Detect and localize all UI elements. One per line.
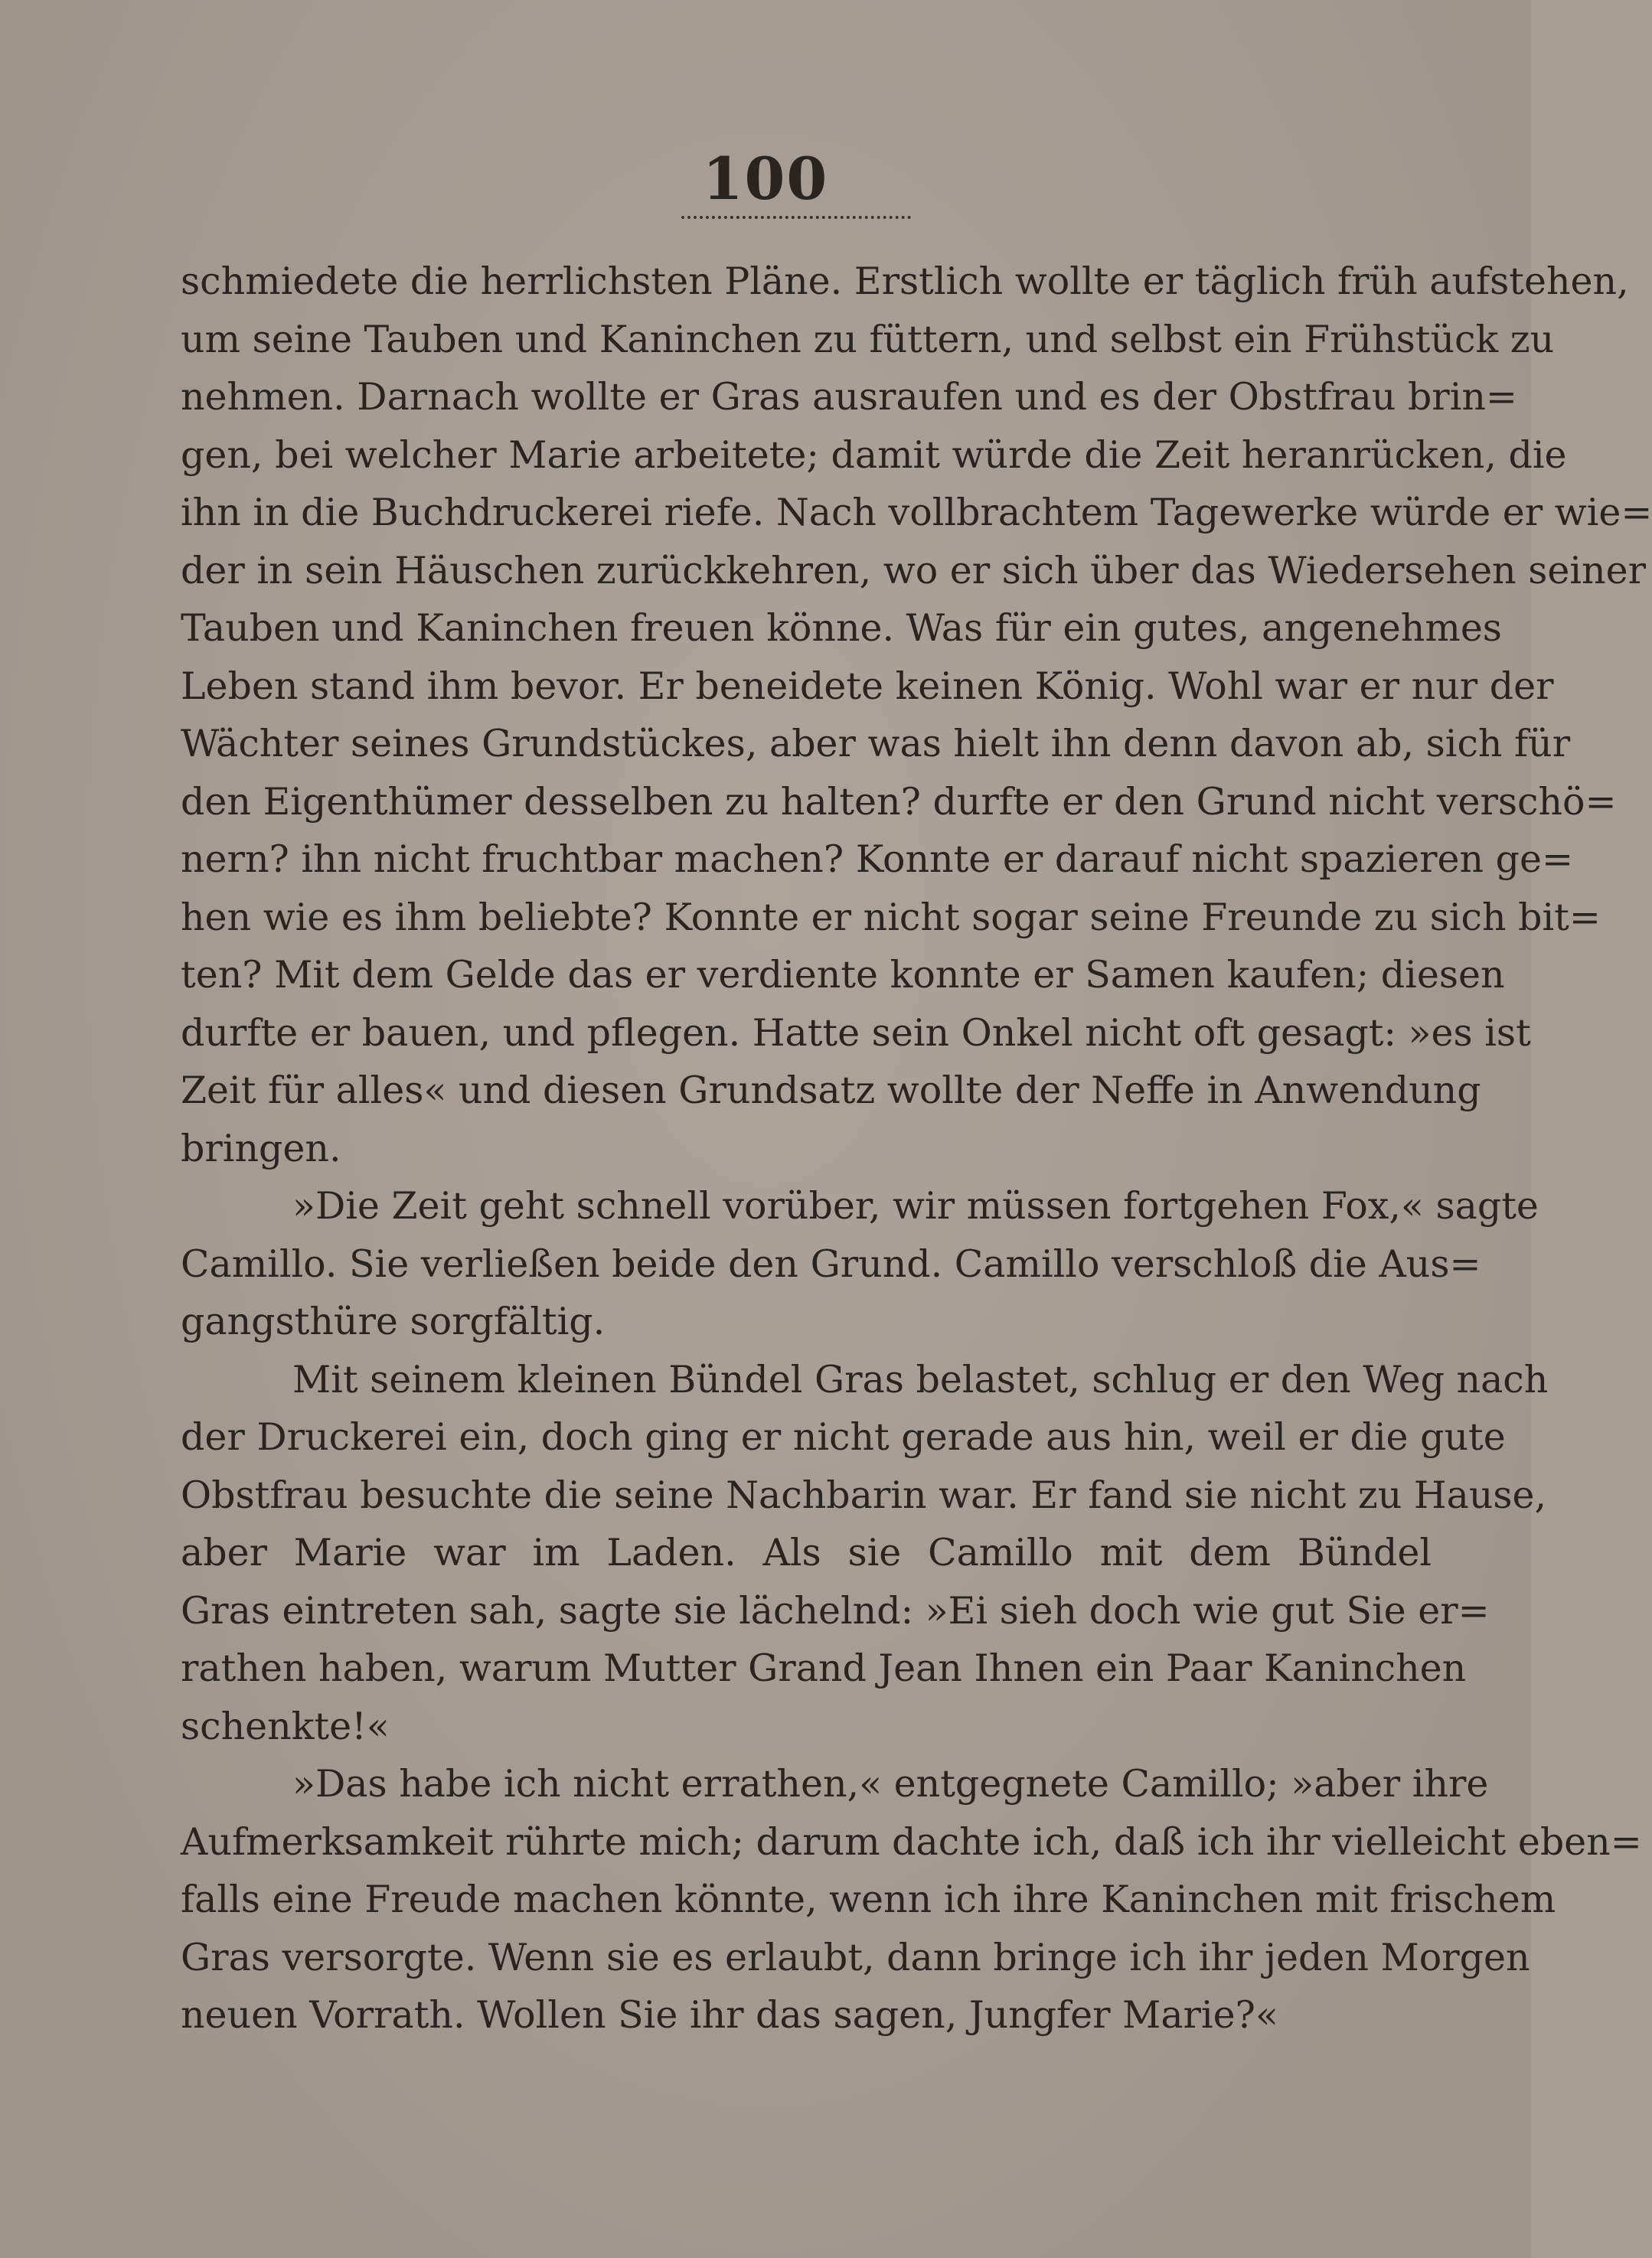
text-line: schmiedete die herrlichsten Pläne. Erstlich wollte er täglich früh aufstehen,: [181, 259, 1629, 303]
text-line: Mit seinem kleinen Bündel Gras belastet, schlug er den Weg nach: [292, 1357, 1549, 1401]
text-line: gangsthüre sorgfältig.: [181, 1300, 606, 1343]
text-line: rathen haben, warum Mutter Grand Jean Ihnen ein Paar Kaninchen: [181, 1646, 1467, 1690]
text-line: den Eigenthümer desselben zu halten? durfte er den Grund nicht verschö=: [181, 779, 1617, 824]
text-line: aber Marie war im Laden. Als sie Camillo mit dem Bündel: [181, 1531, 1432, 1574]
text-line: falls eine Freude machen könnte, wenn ich ihre Kaninchen mit frischem: [181, 1878, 1556, 1921]
text-line: Leben stand ihm bevor. Er beneidete keinen König. Wohl war er nur der: [181, 664, 1554, 708]
text-line: Aufmerksamkeit rührte mich; darum dachte ich, daß ich ihr vielleicht eben=: [181, 1819, 1642, 1864]
text-line: um seine Tauben und Kaninchen zu füttern, und selbst ein Frühstück zu: [181, 317, 1555, 361]
text-line: gen, bei welcher Marie arbeitete; damit würde die Zeit heranrücken, die: [181, 432, 1567, 477]
text-line: Obstfrau besuchte die seine Nachbarin war. Er fand sie nicht zu Hause,: [181, 1473, 1547, 1517]
text-line: ten? Mit dem Gelde das er verdiente konnte er Samen kaufen; diesen: [181, 953, 1505, 997]
body-text: [181, 253, 1652, 2044]
text-line: schenkte!«: [181, 1704, 390, 1748]
text-line: der Druckerei ein, doch ging er nicht gerade aus hin, weil er die gute: [181, 1415, 1506, 1459]
text-line: Zeit für alles« und diesen Grundsatz wollte der Neffe in Anwendung: [181, 1069, 1481, 1112]
text-line: neuen Vorrath. Wollen Sie ihr das sagen, Jungfer Marie?«: [181, 1993, 1278, 2037]
text-line: ihn in die Buchdruckerei riefe. Nach vollbrachtem Tagewerke würde er wie=: [181, 491, 1652, 534]
text-line: der in sein Häuschen zurückkehren, wo er sich über das Wiedersehen seiner: [181, 548, 1646, 592]
text-line: Gras versorgte. Wenn sie es erlaubt, dann bringe ich ihr jeden Morgen: [181, 1935, 1530, 1979]
text-line: nehmen. Darnach wollte er Gras ausraufen und es der Obstfrau brin=: [181, 375, 1517, 419]
text-line: Gras eintreten sah, sagte sie lächelnd: »Ei sieh doch wie gut Sie er=: [181, 1588, 1490, 1633]
text-line: nern? ihn nicht fruchtbar machen? Konnte er darauf nicht spazieren ge=: [181, 837, 1574, 881]
header-dotted-rule: [681, 216, 911, 219]
text-line: Camillo. Sie verließen beide den Grund. Camillo verschloß die Aus=: [181, 1242, 1481, 1286]
text-line: bringen.: [181, 1126, 341, 1170]
text-line: hen wie es ihm beliebte? Konnte er nicht sogar seine Freunde zu sich bit=: [181, 895, 1601, 939]
text-line: durfte er bauen, und pflegen. Hatte sein Onkel nicht oft gesagt: »es ist: [181, 1010, 1531, 1055]
text-line: Wächter seines Grundstückes, aber was hielt ihn denn davon ab, sich für: [181, 722, 1571, 765]
text-line: »Die Zeit geht schnell vorüber, wir müssen fortgehen Fox,« sagte: [292, 1184, 1539, 1228]
text-line: Tauben und Kaninchen freuen könne. Was für ein gutes, angenehmes: [181, 606, 1502, 650]
page-number: 100: [702, 145, 829, 213]
text-line: »Das habe ich nicht errathen,« entgegnete Camillo; »aber ihre: [292, 1762, 1489, 1806]
